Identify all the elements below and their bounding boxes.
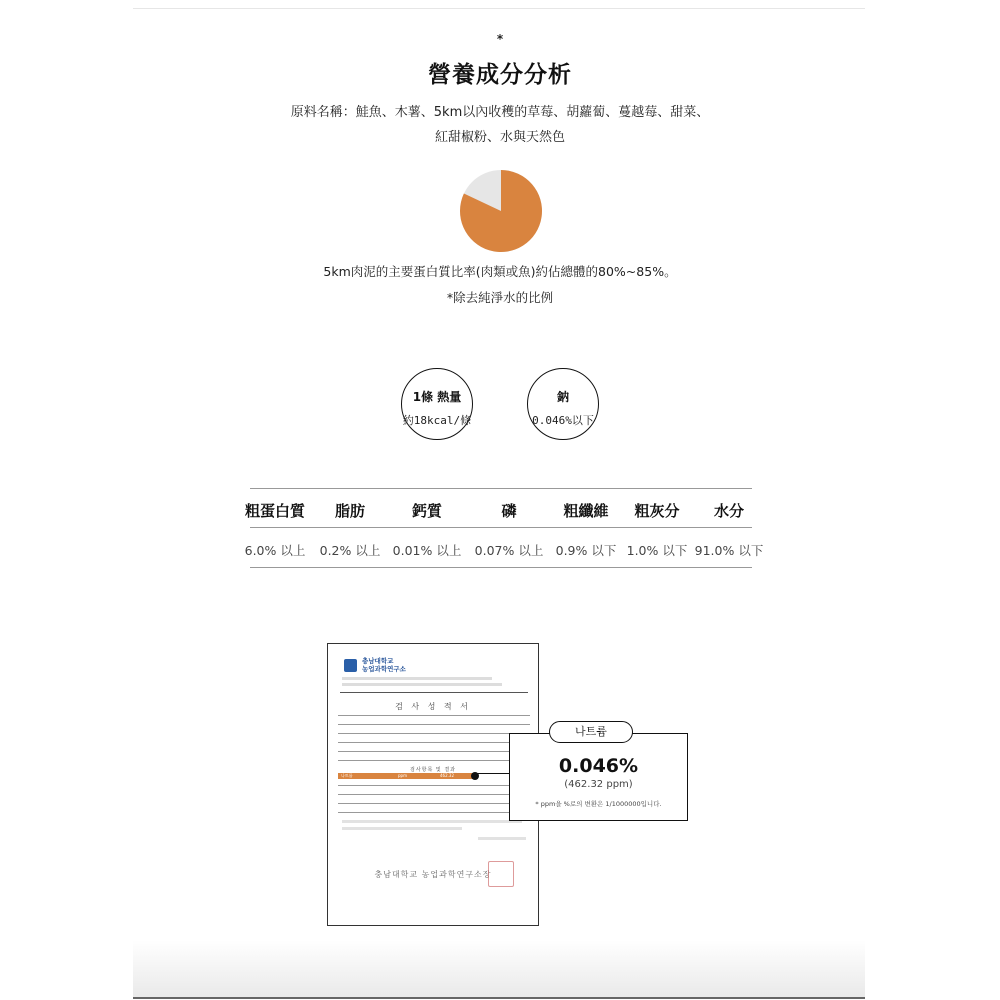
certificate-grid-line: [338, 760, 530, 761]
sodium-badge-title: 鈉: [556, 390, 569, 404]
nutrition-header: 脂肪: [334, 502, 365, 520]
protein-ratio-note: 5km肉泥的主要蛋白質比率(肉類或魚)約佔總體的80%~85%。: [323, 264, 677, 279]
calorie-badge-value: 約18kcal/條: [402, 414, 472, 427]
certificate-result-title: 검사항목 및 결과: [410, 767, 456, 773]
top-divider: [133, 8, 865, 9]
certificate-grid-line: [338, 812, 530, 813]
ingredients-text: [280, 100, 720, 150]
certificate-sodium-row: [338, 773, 474, 779]
calorie-badge-title: 1條 熱量: [412, 390, 462, 404]
nutrition-value: 0.9% 以下: [555, 543, 617, 558]
sodium-percent: 0.046%: [558, 755, 639, 777]
certificate-issuer: [362, 657, 406, 673]
nutrition-value: 0.07% 以上: [474, 543, 544, 558]
water-exclusion-note: *除去純淨水的比例: [446, 290, 554, 305]
certificate-grid-line: [338, 751, 530, 752]
certificate-date-line: [478, 837, 526, 840]
certificate-contact-line: [342, 683, 502, 686]
nutrition-value: 0.01% 以上: [392, 543, 462, 558]
certificate-header-rule: [340, 692, 528, 693]
nutrition-value: 0.2% 以上: [319, 543, 381, 558]
sodium-badge: [527, 368, 599, 440]
certificate-grid-line: [338, 733, 530, 734]
nutrition-header-row: [236, 500, 766, 521]
nutrition-header: 粗灰分: [634, 502, 680, 520]
certificate-item-name: 나트륨: [341, 773, 353, 778]
certificate-item-unit: ppm: [398, 773, 407, 778]
nutrition-header: 粗蛋白質: [244, 502, 305, 520]
ingredients-line-2: 紅甜椒粉、水與天然色: [434, 130, 565, 145]
certificate-grid-line: [338, 715, 530, 716]
nutrition-values-row: [236, 541, 766, 559]
nutrition-header: 粗纖維: [563, 502, 609, 520]
ppm-conversion-note: * ppm을 %로의 변환은 1/1000000입니다.: [535, 800, 662, 808]
certificate-grid-line: [338, 794, 530, 795]
sodium-callout: [509, 733, 688, 821]
certificate-grid-line: [338, 785, 530, 786]
certificate-grid-line: [338, 742, 530, 743]
certificate-footer: 충남대학교 농업과학연구소장: [374, 870, 492, 879]
sodium-label-pill: 나트륨: [549, 721, 633, 743]
protein-pie-chart: [459, 169, 543, 253]
star-marker: *: [496, 32, 504, 46]
callout-connector: [477, 773, 510, 774]
certificate-address-line: [342, 677, 492, 680]
certificate-institute: 농업과학연구소: [362, 665, 406, 673]
nutrition-value: 6.0% 以上: [244, 543, 306, 558]
nutrition-table-top-rule: [250, 488, 752, 489]
nutrition-header: 水分: [713, 502, 744, 520]
certificate-grid-line: [338, 803, 530, 804]
ingredients-line-1: 原料名稱：鮭魚、木薯、5km以內收穫的草莓、胡蘿蔔、蔓越莓、甜菜、: [290, 105, 710, 120]
lab-certificate-image: [327, 643, 539, 926]
certificate-title: 검 사 성 적 서: [395, 702, 471, 711]
sodium-ppm: (462.32 ppm): [564, 779, 633, 790]
nutrition-header: 磷: [501, 502, 517, 520]
nutrition-value: 1.0% 以下: [626, 543, 688, 558]
certificate-university: 충남대학교: [362, 657, 394, 665]
university-logo-icon: [344, 659, 357, 672]
certificate-remark-line: [342, 820, 522, 823]
bottom-divider: [133, 997, 865, 999]
calorie-badge: [401, 368, 473, 440]
certificate-remark-line: [342, 827, 462, 830]
certificate-grid-line: [338, 724, 530, 725]
nutrition-table-bottom-rule: [250, 567, 752, 568]
bottom-fade: [133, 940, 865, 998]
sodium-badge-value: 0.046%以下: [532, 414, 594, 427]
nutrition-value: 91.0% 以下: [694, 543, 764, 558]
official-stamp: [488, 861, 514, 887]
nutrition-table-mid-rule: [250, 527, 752, 528]
nutrition-header: 鈣質: [411, 502, 442, 520]
page-title: 營養成分分析: [428, 62, 572, 88]
certificate-item-value: 462.32: [440, 773, 454, 778]
